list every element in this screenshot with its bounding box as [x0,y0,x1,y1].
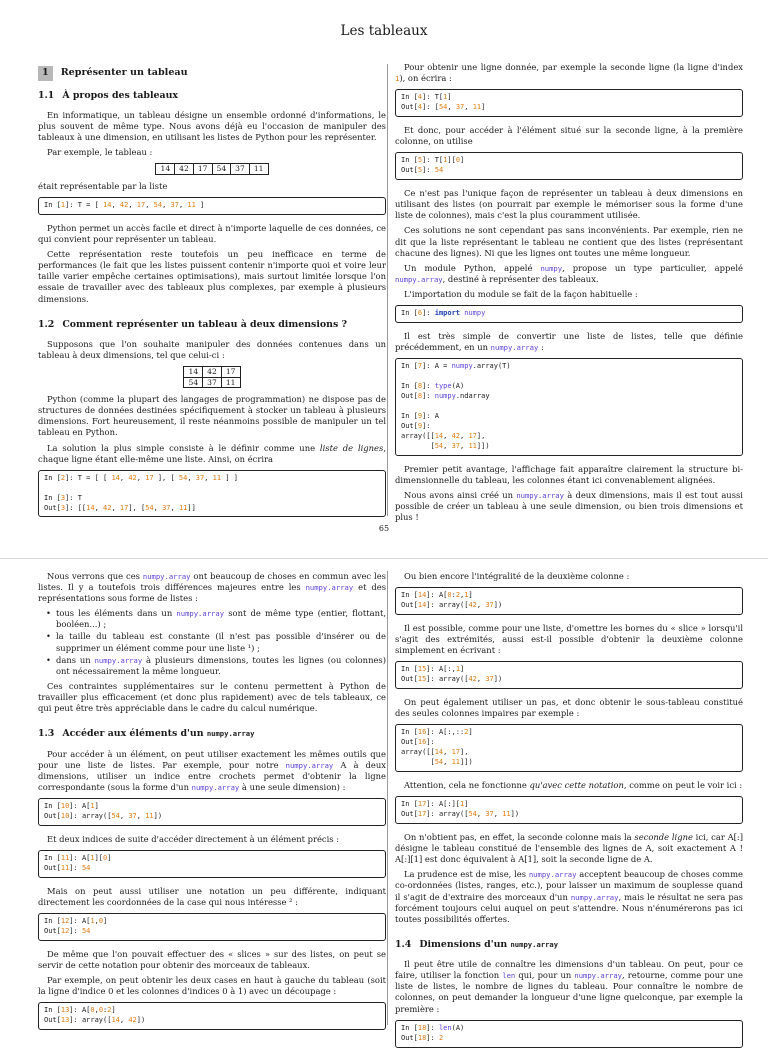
paragraph: La solution la plus simple consiste à le définir comme une liste de lignes, chaque ligne étant elle-même une liste. Ainsi, on écrira [38,442,386,464]
code-block: In [15]: A[:,1] Out[15]: array([42, 37]) [395,661,743,689]
array-cell: 11 [249,164,268,174]
paragraph: Attention, cela ne fonctionne qu'avec cette notation, comme on peut le voir ici : [404,780,743,791]
paragraph: Il est possible, comme pour une liste, d'omettre les bornes du « slice » lorsqu'il s'agit des extrémités, aussi est-il possible d'obtenir la deuxième colonne simplement en écrivant : [395,622,743,656]
paragraph: Par exemple, le tableau : [47,147,153,158]
array-cell: 37 [231,164,250,174]
paragraph: Un module Python, appelé numpy, propose un type particulier, appelé numpy.array, destiné à représenter des tableaux. [395,262,743,284]
code-block: In [17]: A[:][1] Out[17]: array([54, 37, 11]) [395,796,743,824]
subsection-1-1-heading: 1.1 À propos des tableaux [38,89,178,101]
paragraph: Python permet un accès facile et direct à n'importe laquelle de ces données, ce qui convient pour représenter un tableau. [38,222,386,245]
code-block: In [14]: A[0:2,1] Out[14]: array([42, 37]) [395,587,743,615]
code-block: In [4]: T[1] Out[4]: [54, 37, 11] [395,89,743,117]
array-cell: 42 [203,367,222,377]
code-block: In [6]: import numpy [395,305,743,323]
paragraph: Python (comme la plupart des langages de programmation) ne dispose pas de structures de données destinées spécifiquement à stocker un tableau à plusieurs dimensions. Fort heureusement, il reste néanmoins possible de manipuler un tel tableau en Python. [38,394,386,438]
code-block: In [11]: A[1][0] Out[11]: 54 [38,850,386,878]
paragraph: Il peut être utile de connaître les dimensions d'un tableau. On peut, pour ce faire, utiliser la fonction len qui, pour un numpy.array, retourne, comme pour une liste de listes, le nombre de lignes du tableau. Pour connaître le nombre de colonnes, on peut demander la longueur d'une ligne quelconque, par exemple la première : [395,959,743,1014]
column-divider [387,571,388,1025]
section-1-heading [38,66,386,81]
list-item: • dans un numpy.array à plusieurs dimensions, toutes les lignes (ou colonnes) ont nécessairement la même longueur. [56,655,386,677]
paragraph: Et deux indices de suite d'accéder directement à un élément précis : [47,833,340,844]
left-column [38,571,386,1038]
subsection-1-3-heading: 1.3 Accéder aux éléments d'un numpy.array [38,728,255,740]
paragraph: Par exemple, on peut obtenir les deux cases en haut à gauche du tableau (soit la ligne d'indice 0 et les colonnes d'indices 0 à 1) avec un découpage : [38,975,386,997]
array-cell: 17 [221,367,240,377]
array-cell: 37 [203,377,222,387]
subsection-1-2-heading: 1.2 Comment représenter un tableau à deux dimensions ? [38,318,347,330]
paragraph: On n'obtient pas, en effet, la seconde colonne mais la seconde ligne ici, car A[:] désigne le tableau constitué de l'ensemble des lignes de A, soit exactement A ! A[:][1] est donc équivalent à A[1], soit la seconde ligne de A. [395,832,743,865]
section-title: Représenter un tableau [60,67,188,78]
list-item: • tous les éléments dans un numpy.array sont de même type (entier, flottant, booléen...) ; [56,608,386,630]
array-cell: 42 [175,164,194,174]
code-block: In [18]: len(A) Out[18]: 2 [395,1020,743,1048]
paragraph: Il est très simple de convertir une liste de listes, telle que définie précédemment, en un numpy.array : [395,330,743,352]
array-2d-table [38,366,386,388]
subsection-1-4-heading: 1.4 Dimensions d'un numpy.array [395,938,559,950]
array-cell: 54 [212,164,231,174]
code-block: In [1]: T = [ 14, 42, 17, 54, 37, 11 ] [38,197,386,215]
paragraph: L'importation du module se fait de la façon habituelle : [404,288,638,299]
right-column [395,62,743,527]
paragraph: Nous avons ainsi créé un numpy.array à deux dimensions, mais il est tout aussi possible de créer un tableau à une seule dimension, ou bien trois dimensions et plus ! [395,489,743,522]
paragraph: Ces solutions ne sont cependant pas sans inconvénients. Par exemple, rien ne dit que la liste représentant le tableau ne contient que des listes (représentant chacune des lignes). Ni que les lignes ont toutes une même longueur. [395,225,743,258]
paragraph: Et donc, pour accéder à l'élément situé sur la seconde ligne, à la première colonne, on utilise [395,125,743,147]
paragraph: était représentable par la liste [38,180,168,191]
paragraph: Pour obtenir une ligne donnée, par exemple la seconde ligne (la ligne d'index 1), on écrira : [395,62,743,84]
paragraph: Nous verrons que ces numpy.array ont beaucoup de choses en commun avec les listes. Il y a toutefois trois différences majeures entre les numpy.array et des représentations sous forme de listes : [38,571,386,604]
list-item: • la taille du tableau est constante (il n'est pas possible d'insérer ou de supprimer un élément comme pour une liste ¹) ; [56,631,386,653]
section-number: 1 [38,66,53,81]
paragraph: En informatique, un tableau désigne un ensemble ordonné d'informations, le plus souvent de même type. Nous avons déjà eu l'occasion de manipuler des tableaux à une dimension, en utilisant les listes de Python pour les représenter. [38,110,386,143]
code-block: In [7]: A = numpy.array(T) In [8]: type(A) Out[8]: numpy.ndarray In [9]: A Out[9]: array([[14, 42, 17], [54, 37, 11]]) [395,358,743,455]
paragraph: La prudence est de mise, les numpy.array acceptent beaucoup de choses comme co-ordonnées (listes, ranges, etc.), pour laisser un maximum de souplesse quand il s'agit de d'extraire des morceaux d'un numpy.array, mais le résultat ne sera pas forcément toujours celui auquel on peut s'attendre. Nous n'énumérerons pas ici toutes possibilités offertes. [395,869,743,924]
code-block: In [16]: A[:,::2] Out[16]: array([[14, 17], [54, 11]]) [395,724,743,772]
page-number: 65 [378,524,390,533]
paragraph: Ou bien encore l'intégralité de la deuxième colonne : [404,571,630,581]
paragraph: Ce n'est pas l'unique façon de représenter un tableau à deux dimensions en utilisant des listes (on pourrait par exemple le mémoriser sous la forme d'une liste de colonnes), mais c'est la plus couramment utilisée. [395,188,743,221]
array-cell: 17 [193,164,212,174]
document-title: Les tableaux [340,23,428,39]
paragraph: Cette représentation reste toutefois un peu inefficace en terme de performances (le fait que les listes puissent contenir n'importe quoi et voire leur taille varier empêche certaines optimisations), mais surtout limitée lorsque l'on essaie de travailler avec des tableaux plus complexes, par exemple à plusieurs dimensions. [38,249,386,304]
array-cell: 14 [184,367,203,377]
code-block: In [2]: T = [ [ 14, 42, 17 ], [ 54, 37, 11 ] ] In [3]: T Out[3]: [[14, 42, 17], [54, 37, 11]] [38,470,386,518]
paragraph: Supposons que l'on souhaite manipuler des données contenues dans un tableau à deux dimensions, tel que celui-ci : [38,339,386,361]
code-block: In [13]: A[0,0:2] Out[13]: array([14, 42]) [38,1002,386,1030]
paragraph: Mais on peut aussi utiliser une notation un peu différente, indiquant directement les coordonnées de la case qui nous intéresse ² : [38,885,386,907]
array-cell: 14 [156,164,175,174]
paragraph: De même que l'on pouvait effectuer des « slices » sur des listes, on peut se servir de cette notation pour obtenir des morceaux de tableaux. [38,948,386,970]
right-column [395,571,743,1056]
code-block: In [12]: A[1,0] Out[12]: 54 [38,913,386,941]
left-column [38,62,386,525]
paragraph: Pour accéder à un élément, on peut utiliser exactement les mêmes outils que pour une liste de listes. Par exemple, pour notre numpy.array A à deux dimensions, utiliser un indice entre crochets permet d'obtenir la ligne correspondante (sous la forme d'un numpy.array à une seule dimension) : [38,748,386,792]
array-1d-table [38,163,386,174]
page-66 [0,558,768,1042]
column-divider [387,64,388,516]
array-cell: 11 [221,377,240,387]
paragraph: Ces contraintes supplémentaires sur le contenu permettent à Python de travailler plus efficacement (et donc plus rapidement) avec de tels tableaux, ce qui peut être très appréciable dans le cadre du calcul numérique. [38,680,386,714]
code-block: In [5]: T[1][0] Out[5]: 54 [395,152,743,180]
bullet-list [56,608,386,677]
paragraph: On peut également utiliser un pas, et donc obtenir le sous-tableau constitué des seules colonnes impaires par exemple : [395,697,743,719]
code-block: In [10]: A[1] Out[10]: array([54, 37, 11]) [38,798,386,826]
paragraph: Premier petit avantage, l'affichage fait apparaître clairement la structure bi-dimensionnelle du tableau, les colonnes étant ici convenablement alignées. [395,463,743,485]
array-cell: 54 [184,377,203,387]
